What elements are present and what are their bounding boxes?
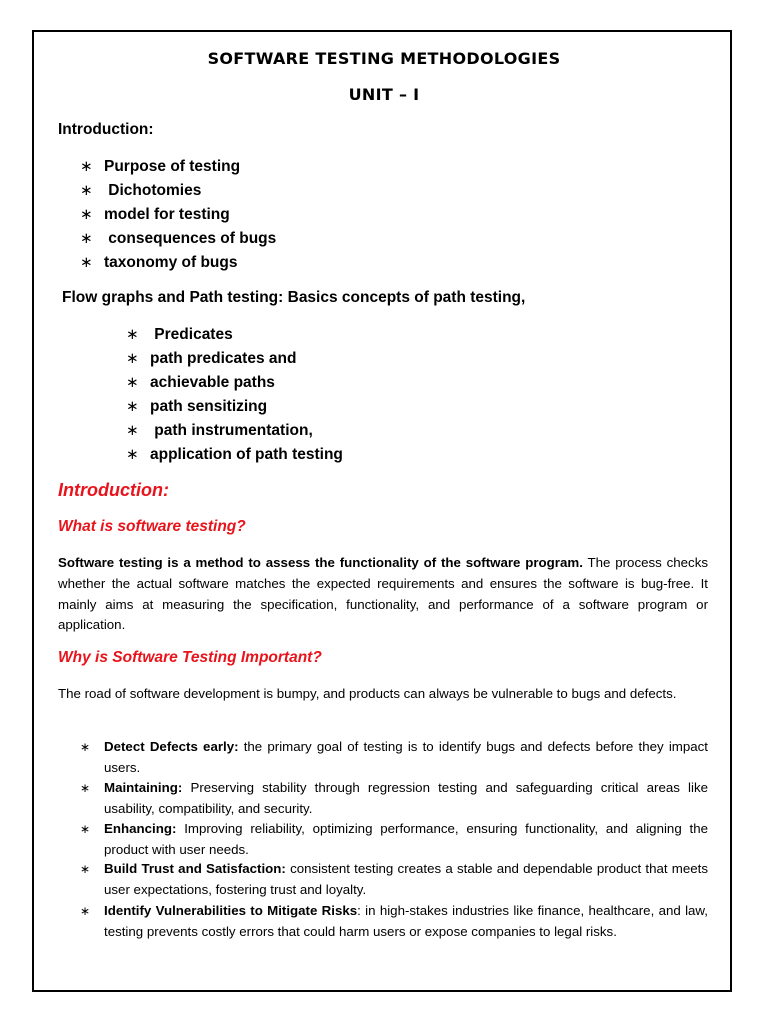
list-item: ∗ Identify Vulnerabilities to Mitigate Risks: in high-stakes industries like finance, healthcare, and law, testing prevents costly errors that could harm users or expose companies to legal risks. bbox=[80, 903, 708, 939]
asterisk-bullet-icon: ∗ bbox=[126, 397, 139, 415]
list-item: ∗ application of path testing bbox=[126, 445, 343, 463]
intro-label: Introduction: bbox=[58, 121, 154, 138]
list-item: ∗ path sensitizing bbox=[126, 397, 268, 415]
list-item: ∗ Build Trust and Satisfaction: consistent testing creates a stable and dependable product that meets user expectations, fostering trust and loyalty. bbox=[80, 861, 709, 897]
list-item: ∗ path instrumentation, bbox=[126, 421, 313, 439]
asterisk-bullet-icon: ∗ bbox=[126, 445, 139, 463]
what-heading: What is software testing? bbox=[58, 518, 246, 535]
asterisk-bullet-icon: ∗ bbox=[80, 822, 91, 836]
list-item: ∗ path predicates and bbox=[126, 349, 297, 367]
unit-label: UNIT – I bbox=[348, 85, 420, 104]
asterisk-bullet-icon: ∗ bbox=[126, 325, 139, 343]
what-paragraph: Software testing is a method to assess the functionality of the software program. The process checks whether the actual software matches the expected requirements and ensures the software is bug-free. It mainly aims at measuring the specification, functionality, and performance of a software program or application. bbox=[58, 555, 709, 633]
list-item: ∗ taxonomy of bugs bbox=[80, 253, 238, 271]
asterisk-bullet-icon: ∗ bbox=[126, 421, 139, 439]
doc-title: SOFTWARE TESTING METHODOLOGIES bbox=[207, 49, 561, 68]
list-item: ∗ achievable paths bbox=[126, 373, 275, 391]
list-item: ∗ model for testing bbox=[80, 205, 230, 223]
list-item: ∗ Predicates bbox=[126, 325, 233, 343]
list-item: ∗ Purpose of testing bbox=[80, 157, 241, 175]
why-paragraph: The road of software development is bumpy, and products can always be vulnerable to bugs and defects. bbox=[58, 686, 677, 701]
asterisk-bullet-icon: ∗ bbox=[80, 253, 93, 271]
asterisk-bullet-icon: ∗ bbox=[126, 373, 139, 391]
asterisk-bullet-icon: ∗ bbox=[80, 740, 91, 754]
list-item: ∗ Maintaining: Preserving stability through regression testing and safeguarding critical areas like usability, compatibility, and security. bbox=[80, 780, 708, 816]
flow-heading: Flow graphs and Path testing: Basics concepts of path testing, bbox=[62, 289, 526, 306]
asterisk-bullet-icon: ∗ bbox=[80, 157, 93, 175]
asterisk-bullet-icon: ∗ bbox=[80, 781, 91, 795]
section-heading: Introduction: bbox=[58, 480, 169, 500]
asterisk-bullet-icon: ∗ bbox=[80, 229, 93, 247]
asterisk-bullet-icon: ∗ bbox=[80, 904, 91, 918]
asterisk-bullet-icon: ∗ bbox=[80, 862, 91, 876]
list-item: ∗ Enhancing: Improving reliability, optimizing performance, ensuring functionality, and aligning the product with user needs. bbox=[80, 821, 708, 857]
list-item: ∗ Dichotomies bbox=[80, 181, 202, 199]
why-heading: Why is Software Testing Important? bbox=[58, 649, 322, 666]
list-item: ∗ consequences of bugs bbox=[80, 229, 277, 247]
asterisk-bullet-icon: ∗ bbox=[126, 349, 139, 367]
asterisk-bullet-icon: ∗ bbox=[80, 205, 93, 223]
asterisk-bullet-icon: ∗ bbox=[80, 181, 93, 199]
list-item: ∗ Detect Defects early: the primary goal of testing is to identify bugs and defects before they impact users. bbox=[80, 739, 708, 775]
